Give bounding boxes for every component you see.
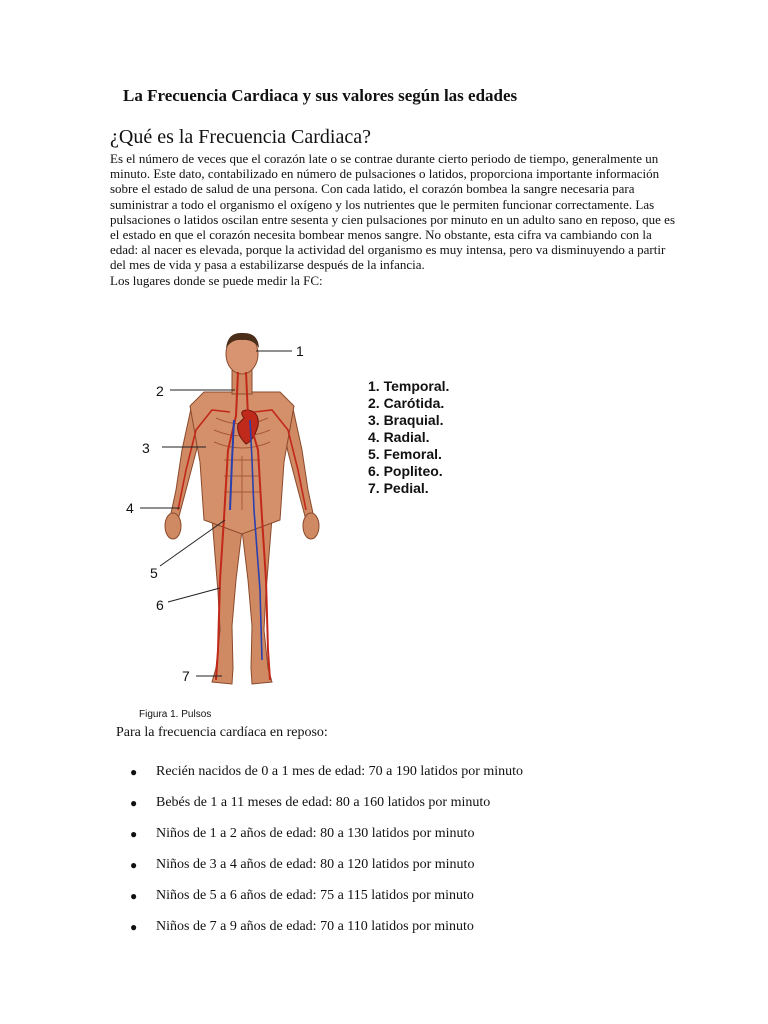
places-intro: Los lugares donde se puede medir la FC: bbox=[110, 272, 323, 288]
list-item-text: Niños de 5 a 6 años de edad: 75 a 115 latidos por minuto bbox=[156, 888, 474, 903]
callout-4: 4 bbox=[126, 500, 134, 516]
bullet-icon: ● bbox=[130, 889, 138, 903]
list-item-text: Recién nacidos de 0 a 1 mes de edad: 70 a 190 latidos por minuto bbox=[156, 764, 524, 779]
callout-5: 5 bbox=[150, 565, 158, 581]
list-item-text: Niños de 3 a 4 años de edad: 80 a 120 latidos por minuto bbox=[156, 857, 475, 872]
legend-item-popliteo: 6. Popliteo. bbox=[368, 463, 443, 479]
list-item-text: Niños de 7 a 9 años de edad: 70 a 110 latidos por minuto bbox=[156, 919, 474, 934]
bullet-icon: ● bbox=[130, 920, 138, 934]
callout-7: 7 bbox=[182, 668, 190, 684]
list-item-text: Niños de 1 a 2 años de edad: 80 a 130 latidos por minuto bbox=[156, 826, 475, 841]
callout-3: 3 bbox=[142, 440, 150, 456]
document-title: La Frecuencia Cardiaca y sus valores según las edades bbox=[123, 86, 518, 105]
heart-rate-list bbox=[130, 763, 523, 949]
legend-item-temporal: 1. Temporal. bbox=[368, 378, 450, 394]
list-item bbox=[130, 825, 523, 856]
legend-item-femoral: 5. Femoral. bbox=[368, 446, 442, 462]
human-body-illustration bbox=[165, 333, 319, 684]
callout-2: 2 bbox=[156, 383, 164, 399]
list-item bbox=[130, 856, 523, 887]
figure-caption: Figura 1. Pulsos bbox=[139, 709, 212, 720]
section-heading: ¿Qué es la Frecuencia Cardiaca? bbox=[110, 126, 371, 148]
legend-item-braquial: 3. Braquial. bbox=[368, 412, 444, 428]
legend-item-carotida: 2. Carótida. bbox=[368, 395, 445, 411]
list-item bbox=[130, 794, 523, 825]
pulse-legend bbox=[368, 378, 449, 497]
bullet-icon: ● bbox=[130, 858, 138, 872]
legend-item-pedial: 7. Pedial. bbox=[368, 480, 429, 496]
bullet-icon: ● bbox=[130, 765, 138, 779]
legend-item-radial: 4. Radial. bbox=[368, 429, 430, 445]
definition-paragraph: Es el número de veces que el corazón late o se contrae durante cierto periodo de tiempo, generalmente un minuto. Este dato, contabilizado en número de pulsaciones o latidos, proporciona importante información sobre el estado de salud de una persona. Con cada latido, el corazón bombea la sangre necesaria para suministrar a todo el organismo el oxígeno y los nutrientes que le permiten funcionar correctamente. Las pulsaciones o latidos oscilan entre sesenta y cien pulsaciones por minuto en un adulto sano en reposo, que es el estado en que el corazón necesita bombear menos sangre. No obstante, esta cifra va cambiando con la edad: al nacer es elevada, porque la actividad del organismo es muy intensa, pero va disminuyendo a partir del mes de vida y pasa a estabilizarse después de la infancia. bbox=[110, 151, 675, 273]
bullet-icon: ● bbox=[130, 827, 138, 841]
bullet-icon: ● bbox=[130, 796, 138, 810]
callout-6: 6 bbox=[156, 597, 164, 613]
callout-1: 1 bbox=[296, 343, 304, 359]
body-text bbox=[110, 151, 675, 288]
list-item bbox=[130, 763, 523, 794]
rest-rate-intro: Para la frecuencia cardíaca en reposo: bbox=[116, 725, 328, 740]
list-item bbox=[130, 918, 523, 949]
list-item-text: Bebés de 1 a 11 meses de edad: 80 a 160 latidos por minuto bbox=[156, 795, 491, 810]
list-item bbox=[130, 887, 523, 918]
